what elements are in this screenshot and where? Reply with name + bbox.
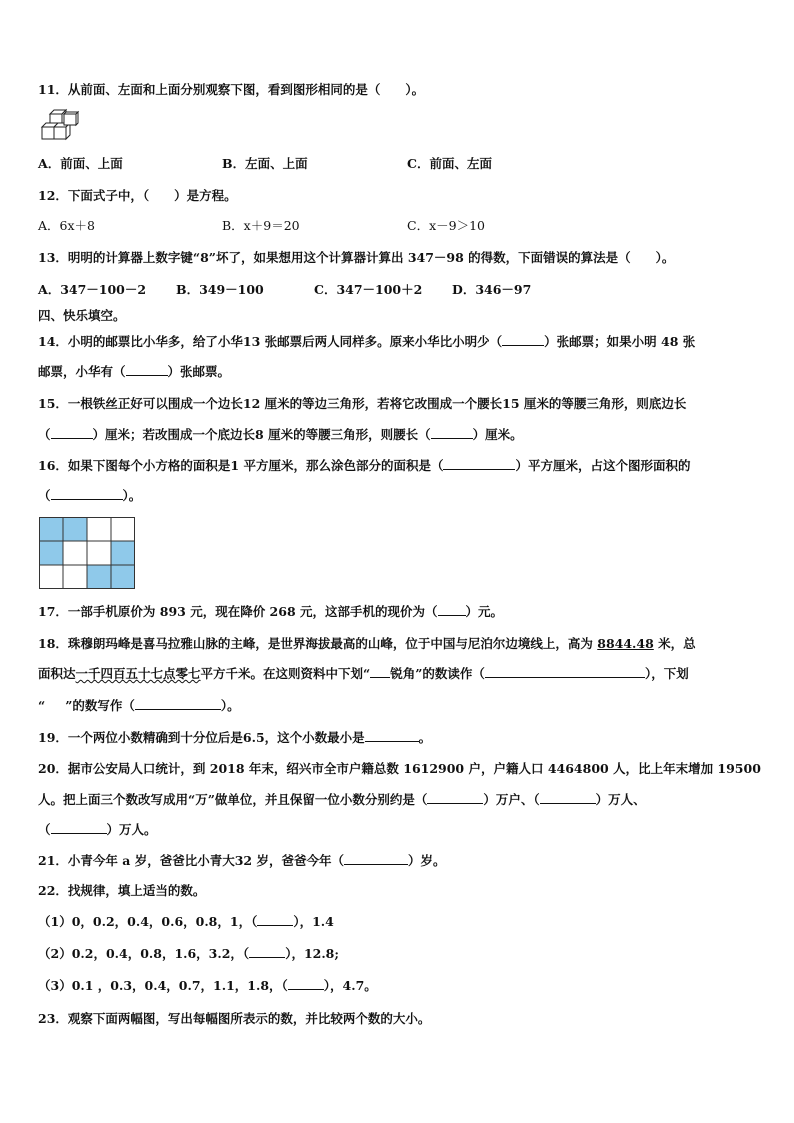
q14-blank-1[interactable] <box>502 334 544 346</box>
q12-option-a: A．6x＋8 <box>38 218 95 233</box>
q15-blank-2[interactable] <box>431 427 473 439</box>
q11-option-a: A．前面、上面 <box>38 156 123 171</box>
q21-line: 21．小青今年 a 岁，爸爸比小青大32 岁，爸爸今年（ ）岁。 <box>38 853 446 868</box>
q15-line1: 15．一根铁丝正好可以围成一个边长12 厘米的等边三角形，若将它改围成一个腰长15 厘米的等腰三角形，则底边长 <box>38 396 687 411</box>
q20-line2: 人。把上面三个数改写成用“万”做单位，并且保留一位小数分别约是（ ）万户、（ ）万人、 <box>38 792 646 807</box>
q18-underline-sample <box>370 666 390 678</box>
q22-sequence-2: （2）0.2，0.4，0.8，1.6，3.2，（ ），12.8; <box>38 946 339 961</box>
q18-blank-1[interactable] <box>485 666 645 678</box>
q14-blank-2[interactable] <box>126 364 168 376</box>
q20-blank-3[interactable] <box>51 822 107 834</box>
q12-option-b: B．x＋9＝20 <box>222 218 300 233</box>
q15-line2: （ ）厘米；若改围成一个底边长8 厘米的等腰三角形，则腰长（ ）厘米。 <box>38 427 523 442</box>
q20-line3: （ ）万人。 <box>38 822 157 837</box>
cubes-figure <box>38 108 80 144</box>
section-4-title: 四、快乐填空。 <box>38 308 126 323</box>
q16-blank-1[interactable] <box>443 458 515 470</box>
q18-line3: “ ”的数写作（ ）。 <box>38 698 240 713</box>
q19-line: 19．一个两位小数精确到十分位后是6.5，这个小数最小是 。 <box>38 730 432 745</box>
q14-line2: 邮票，小华有（ ）张邮票。 <box>38 364 231 379</box>
q21-blank[interactable] <box>344 853 408 865</box>
q13-stem: 13．明明的计算器上数字键“8”坏了，如果想用这个计算器计算出 347－98 的得数，下面错误的算法是（ ）。 <box>38 250 675 265</box>
q22-blank-2[interactable] <box>249 946 285 958</box>
q18-area-words: 一千四百五十七点零七 <box>75 666 201 681</box>
q14-line1: 14．小明的邮票比小华多，给了小华13 张邮票后两人同样多。原来小华比小明少（ ）张邮票；如果小明 48 张 <box>38 334 696 349</box>
q18-blank-2[interactable] <box>135 698 221 710</box>
q11-stem: 11．从前面、左面和上面分别观察下图，看到图形相同的是（ ）。 <box>38 82 425 97</box>
q20-blank-1[interactable] <box>427 792 483 804</box>
q20-line1: 20．据市公安局人口统计，到 2018 年末，绍兴市全市户籍总数 1612900 户，户籍人口 4464800 人，比上年末增加 19500 <box>38 761 761 776</box>
q18-line2: 面积达一千四百五十七点零七平方千米。在这则资料中下划“ 锐角”的数读作（ ），下划 <box>38 666 689 681</box>
q17-blank[interactable] <box>438 604 466 616</box>
q12-option-c: C．x－9＞10 <box>407 218 485 233</box>
q13-option-b: B．349－100 <box>176 282 264 297</box>
q22-sequence-3: （3）0.1 ，0.3，0.4，0.7，1.1，1.8，（ ），4.7。 <box>38 978 377 993</box>
q22-sequence-1: （1）0，0.2，0.4，0.6，0.8，1，（ ），1.4 <box>38 914 334 929</box>
q20-blank-2[interactable] <box>540 792 596 804</box>
q16-line2: （ ）。 <box>38 488 142 503</box>
q15-blank-1[interactable] <box>51 427 93 439</box>
q12-stem: 12．下面式子中，（ ）是方程。 <box>38 188 237 203</box>
q11-option-b: B．左面、上面 <box>222 156 308 171</box>
q17-line: 17．一部手机原价为 893 元，现在降价 268 元，这部手机的现价为（ ）元。 <box>38 604 504 619</box>
q16-line1: 16．如果下图每个小方格的面积是1 平方厘米，那么涂色部分的面积是（ ）平方厘米，占这个图形面积的 <box>38 458 691 473</box>
q13-option-d: D．346－97 <box>452 282 532 297</box>
q18-line1: 18．珠穆朗玛峰是喜马拉雅山脉的主峰，是世界海拔最高的山峰，位于中国与尼泊尔边境线上，高为 8844.48 米，总 <box>38 636 696 651</box>
q11-option-c: C．前面、左面 <box>407 156 492 171</box>
q23-stem: 23．观察下面两幅图，写出每幅图所表示的数，并比较两个数的大小。 <box>38 1011 431 1026</box>
q22-stem: 22．找规律，填上适当的数。 <box>38 883 206 898</box>
q18-wavy-sample <box>45 698 65 714</box>
q13-option-c: C．347－100＋2 <box>314 282 423 297</box>
q19-blank[interactable] <box>365 730 419 742</box>
q13-option-a: A．347－100－2 <box>38 282 147 297</box>
grid-figure <box>39 517 135 589</box>
q22-blank-1[interactable] <box>257 914 293 926</box>
q22-blank-3[interactable] <box>288 978 324 990</box>
q18-height-number: 8844.48 <box>597 636 654 651</box>
q16-blank-2[interactable] <box>51 488 123 500</box>
